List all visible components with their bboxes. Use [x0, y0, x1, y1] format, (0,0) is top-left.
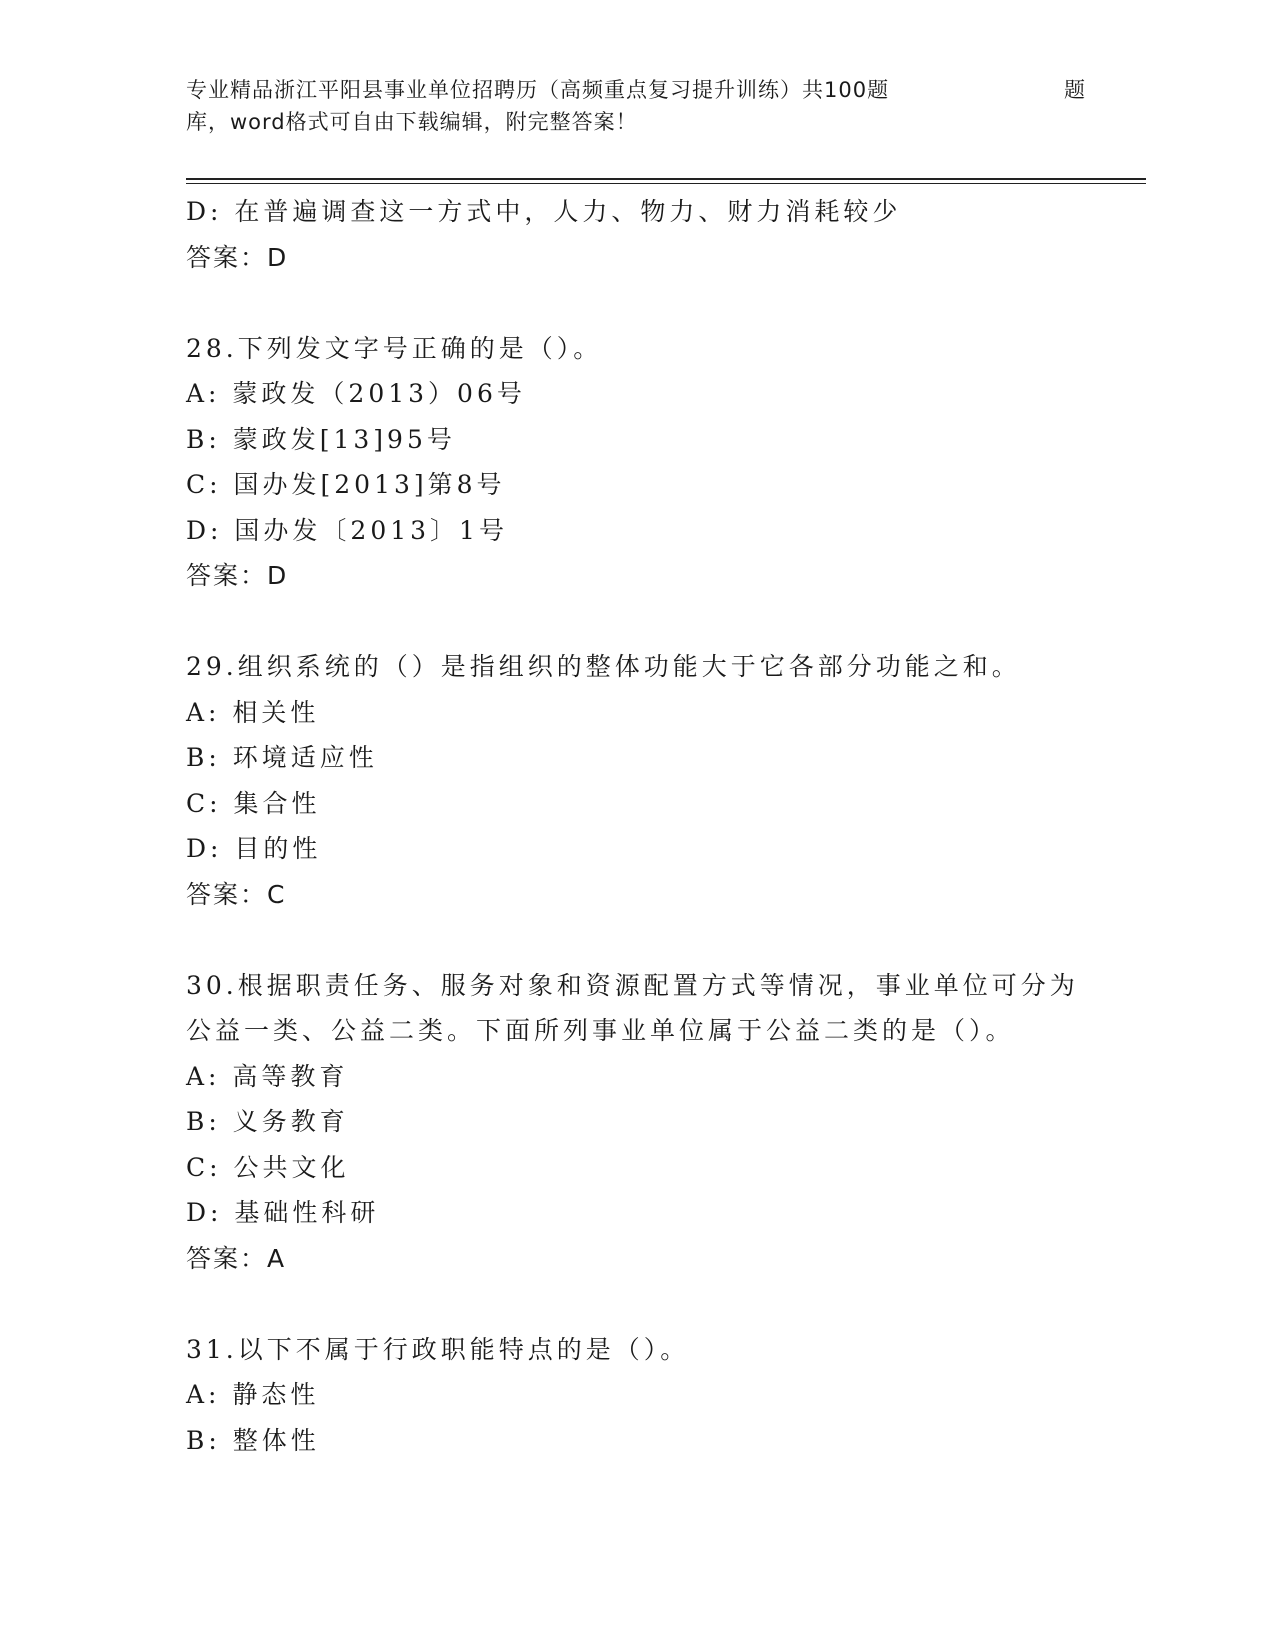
answer: 答案：C [186, 879, 287, 909]
question-text-line2: 公益一类、公益二类。下面所列事业单位属于公益二类的是（）。 [186, 1016, 1015, 1045]
question-text: 28.下列发文字号正确的是（）。 [186, 333, 603, 363]
header-title-line2: 库，word格式可自由下载编辑，附完整答案！ [186, 110, 638, 134]
question-text: 29.组织系统的（）是指组织的整体功能大于它各部分功能之和。 [186, 652, 1021, 681]
header-title-line1: 专业精品浙江平阳县事业单位招聘历（高频重点复习提升训练）共100题 [186, 78, 890, 102]
question-30 [186, 963, 1086, 1282]
option-a: A: 静态性 [186, 1380, 320, 1409]
option-c: C: 集合性 [186, 788, 321, 818]
question-31 [186, 1327, 1086, 1464]
option-a: A: 相关性 [186, 697, 320, 727]
answer: 答案：D [186, 561, 289, 590]
answer: 答案：D [186, 242, 289, 272]
option-c: C: 公共文化 [186, 1152, 350, 1182]
option-d: D: 国办发〔2013〕1号 [186, 515, 508, 545]
question-27 [186, 189, 1086, 280]
option-b: B: 环境适应性 [186, 743, 378, 772]
option-a: A: 高等教育 [186, 1061, 349, 1091]
option-a: A: 蒙政发（2013）06号 [186, 379, 526, 408]
question-29 [186, 644, 1086, 917]
question-list [186, 189, 1086, 1463]
question-text-line1: 30.根据职责任务、服务对象和资源配置方式等情况，事业单位可分为 [186, 970, 1079, 1000]
header-title-tail: 题 [1064, 78, 1086, 102]
option-b: B: 义务教育 [186, 1107, 349, 1136]
option-b: B: 蒙政发[13]95号 [186, 424, 456, 454]
option-b: B: 整体性 [186, 1425, 320, 1455]
document-header [186, 74, 1086, 138]
option-d: D: 在普遍调查这一方式中，人力、物力、财力消耗较少 [186, 197, 902, 226]
question-28 [186, 326, 1086, 599]
option-c: C: 国办发[2013]第8号 [186, 470, 506, 499]
header-rule [186, 178, 1146, 180]
answer: 答案：A [186, 1243, 287, 1273]
option-d: D: 基础性科研 [186, 1198, 380, 1227]
option-d: D: 目的性 [186, 834, 322, 863]
header-rule-thin [186, 183, 1146, 184]
question-text: 31.以下不属于行政职能特点的是（）。 [186, 1334, 690, 1364]
